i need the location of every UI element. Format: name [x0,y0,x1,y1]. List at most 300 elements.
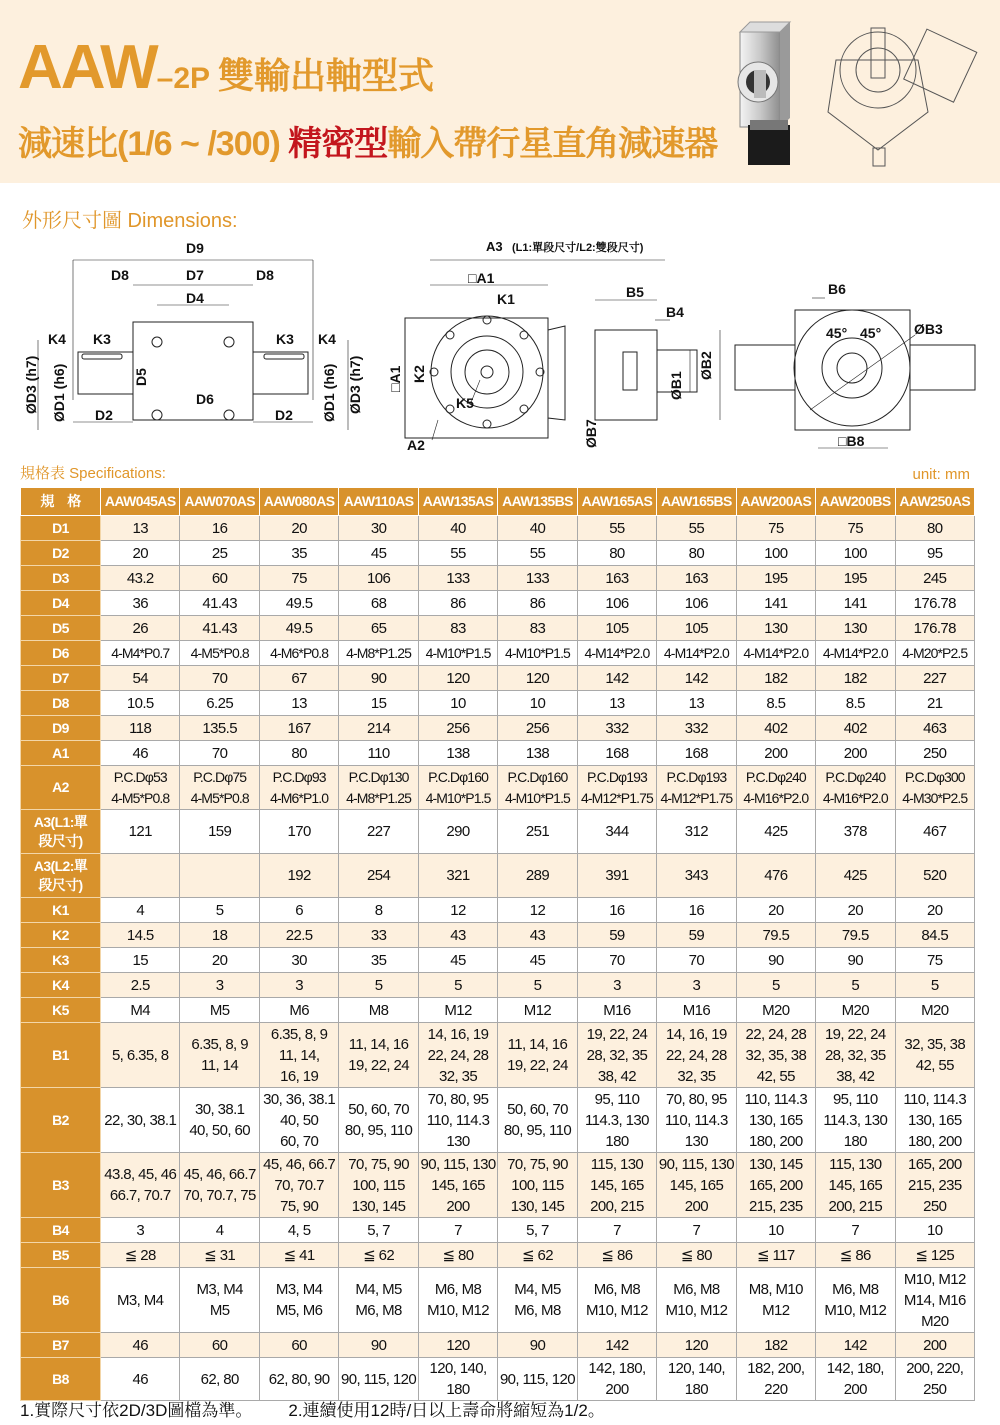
label-b4: B4 [666,304,684,320]
table-cell: 45 [418,948,497,973]
row-label: D6 [21,641,101,666]
table-cell: 256 [418,716,497,741]
table-cell: P.C.Dφ160 4-M10*P1.5 [418,766,497,810]
label-d6: D6 [196,391,214,407]
table-cell: 402 [816,716,895,741]
column-header: AAW045AS [101,488,180,516]
table-cell: 120 [418,666,497,691]
table-cell: ≦ 80 [418,1243,497,1268]
table-cell: 46 [101,1333,180,1358]
table-cell: 4-M14*P2.0 [657,641,736,666]
table-cell: 80 [657,541,736,566]
table-cell: 60 [180,1333,259,1358]
table-cell: 22, 30, 38.1 [101,1088,180,1153]
table-cell: 90, 115, 130 145, 165 200 [657,1153,736,1218]
table-cell: 95, 110 114.3, 130 180 [577,1088,656,1153]
table-cell: 138 [418,741,497,766]
table-cell: M6, M8 M10, M12 [816,1268,895,1333]
title-suffix: –2P [156,62,211,95]
table-cell: 391 [577,854,656,898]
column-header: AAW135AS [418,488,497,516]
table-cell: 86 [418,591,497,616]
table-cell: 290 [418,810,497,854]
table-row [21,898,975,923]
table-cell: 115, 130 145, 165 200, 215 [577,1153,656,1218]
table-cell: 115, 130 145, 165 200, 215 [816,1153,895,1218]
table-cell: 120 [498,666,577,691]
dimensions-heading: 外形尺寸圖 Dimensions: [22,210,238,232]
table-cell: 200 [736,741,815,766]
table-cell: M4, M5 M6, M8 [498,1268,577,1333]
table-cell: 133 [498,566,577,591]
table-cell: P.C.Dφ193 4-M12*P1.75 [577,766,656,810]
label-d8-left: D8 [111,267,129,283]
table-cell: 70, 75, 90 100, 115 130, 145 [498,1153,577,1218]
table-cell: 6 [259,898,338,923]
table-cell: 25 [180,541,259,566]
table-cell: 33 [339,923,418,948]
table-cell: 68 [339,591,418,616]
table-cell: 402 [736,716,815,741]
table-cell: 70, 75, 90 100, 115 130, 145 [339,1153,418,1218]
table-cell: M8 [339,998,418,1023]
table-cell: 10 [498,691,577,716]
title-type: 雙輸出軸型式 [218,55,435,96]
table-cell: 4-M4*P0.7 [101,641,180,666]
table-cell: 60 [259,1333,338,1358]
table-cell: 192 [259,854,338,898]
table-cell: M6 [259,998,338,1023]
table-row [21,616,975,641]
table-cell: 332 [657,716,736,741]
table-cell: 130, 145 165, 200 215, 235 [736,1153,815,1218]
table-cell: 75 [816,516,895,541]
table-cell: 182, 200, 220 [736,1358,815,1401]
table-cell: 55 [418,541,497,566]
table-cell: 227 [339,810,418,854]
table-cell: 20 [895,898,974,923]
table-cell: 165, 200 215, 235 250 [895,1153,974,1218]
table-cell: 59 [577,923,656,948]
label-b7: ØB7 [583,419,599,448]
table-cell [101,854,180,898]
table-cell: P.C.Dφ53 4-M5*P0.8 [101,766,180,810]
table-cell: 45, 46, 66.7 70, 70.7 75, 90 [259,1153,338,1218]
table-cell: 45 [339,541,418,566]
table-cell: 100 [816,541,895,566]
table-cell: 90 [816,948,895,973]
table-cell: 7 [816,1218,895,1243]
table-cell: 141 [816,591,895,616]
label-d2-left: D2 [95,407,113,423]
subtitle-rest: 輸入帶行星直角減速器 [387,125,718,163]
table-cell: 321 [418,854,497,898]
table-cell: 6.35, 8, 9 11, 14 [180,1023,259,1088]
table-cell: 20 [180,948,259,973]
table-cell: 343 [657,854,736,898]
subtitle-ratio: 減速比(1/6 ~ /300) [18,125,289,163]
column-header: AAW165AS [577,488,656,516]
table-cell: 80 [577,541,656,566]
table-cell: 7 [657,1218,736,1243]
table-cell: 7 [577,1218,656,1243]
table-cell: 110, 114.3 130, 165 180, 200 [895,1088,974,1153]
table-cell: 16 [657,898,736,923]
table-cell: 40 [498,516,577,541]
table-cell: P.C.Dφ240 4-M16*P2.0 [736,766,815,810]
table-cell: 344 [577,810,656,854]
table-cell: 83 [418,616,497,641]
table-cell: 30, 38.1 40, 50, 60 [180,1088,259,1153]
table-cell: 251 [498,810,577,854]
page-title [18,32,434,103]
table-cell: 118 [101,716,180,741]
table-cell: 90, 115, 120 [498,1358,577,1401]
table-cell: M5 [180,998,259,1023]
table-cell: 15 [339,691,418,716]
table-cell: 35 [259,541,338,566]
table-cell: 200 [816,741,895,766]
table-cell: 11, 14, 16 19, 22, 24 [339,1023,418,1088]
table-cell: ≦ 41 [259,1243,338,1268]
table-cell: 7 [418,1218,497,1243]
table-cell: 4-M14*P2.0 [736,641,815,666]
table-cell: 90 [339,666,418,691]
table-cell: 195 [736,566,815,591]
table-cell: 43.8, 45, 46 66.7, 70.7 [101,1153,180,1218]
table-cell: 142, 180, 200 [577,1358,656,1401]
table-cell: 105 [657,616,736,641]
row-label: B4 [21,1218,101,1243]
label-d1-left: ØD1 (h6) [51,363,67,422]
table-cell: 70, 80, 95 110, 114.3 130 [657,1088,736,1153]
table-cell: 80 [259,741,338,766]
row-label: D8 [21,691,101,716]
label-angle-right: 45° [860,325,882,341]
table-cell: 14, 16, 19 22, 24, 28 32, 35 [657,1023,736,1088]
table-cell: 32, 35, 38 42, 55 [895,1023,974,1088]
table-cell: ≦ 62 [498,1243,577,1268]
row-label: B7 [21,1333,101,1358]
column-header: AAW070AS [180,488,259,516]
table-cell: 50, 60, 70 80, 95, 110 [498,1088,577,1153]
table-cell: ≦ 125 [895,1243,974,1268]
row-label: B8 [21,1358,101,1401]
table-cell: M3, M4 M5, M6 [259,1268,338,1333]
table-cell: 476 [736,854,815,898]
table-cell: 22.5 [259,923,338,948]
table-cell: 105 [577,616,656,641]
table-cell: 425 [736,810,815,854]
header-corner: 規 格 [21,488,101,516]
table-cell: 245 [895,566,974,591]
row-label: K1 [21,898,101,923]
label-k4-left: K4 [48,331,66,347]
table-cell: 13 [577,691,656,716]
table-cell: 90, 115, 130 145, 165 200 [418,1153,497,1218]
table-cell: 6.35, 8, 9 11, 14, 16, 19 [259,1023,338,1088]
table-cell: 70 [180,666,259,691]
table-cell: 4-M10*P1.5 [418,641,497,666]
table-cell: P.C.Dφ75 4-M5*P0.8 [180,766,259,810]
table-row [21,1088,975,1153]
table-cell: 35 [339,948,418,973]
dimension-drawings [0,235,1000,460]
header-banner [0,0,1000,183]
row-label: B1 [21,1023,101,1088]
table-cell: 45, 46, 66.7 70, 70.7, 75 [180,1153,259,1218]
table-cell: 106 [657,591,736,616]
table-cell: ≦ 86 [816,1243,895,1268]
table-cell: 120 [418,1333,497,1358]
table-cell: 142 [577,666,656,691]
table-header-row [21,488,975,516]
table-cell: 80 [895,516,974,541]
table-row [21,766,975,810]
label-k5: K5 [456,395,474,411]
front-view-drawing [405,260,720,440]
table-cell: 40 [418,516,497,541]
table-cell: 5 [895,973,974,998]
table-cell: 6.25 [180,691,259,716]
label-a1-top: □A1 [468,270,495,286]
table-cell: 95 [895,541,974,566]
table-cell: 49.5 [259,616,338,641]
table-row [21,1333,975,1358]
table-cell: 75 [259,566,338,591]
row-label: B2 [21,1088,101,1153]
table-row [21,1243,975,1268]
table-cell: 10 [418,691,497,716]
table-cell: 142, 180, 200 [816,1358,895,1401]
table-cell: 4-M8*P1.25 [339,641,418,666]
label-d3-left: ØD3 (h7) [23,355,39,414]
table-cell: 5 [418,973,497,998]
table-cell: 176.78 [895,591,974,616]
table-cell: 43 [498,923,577,948]
table-cell: 90, 115, 120 [339,1358,418,1401]
table-cell: 55 [657,516,736,541]
table-cell: M10, M12 M14, M16 M20 [895,1268,974,1333]
table-cell: M6, M8 M10, M12 [577,1268,656,1333]
table-cell: 46 [101,741,180,766]
table-cell: 10.5 [101,691,180,716]
table-cell: 2.5 [101,973,180,998]
label-b5: B5 [626,284,644,300]
table-cell: 62, 80, 90 [259,1358,338,1401]
table-cell: 49.5 [259,591,338,616]
table-row [21,810,975,854]
table-cell: 135.5 [180,716,259,741]
table-cell: 70 [180,741,259,766]
table-cell: 43.2 [101,566,180,591]
table-cell: ≦ 80 [657,1243,736,1268]
table-cell: 65 [339,616,418,641]
table-cell: 79.5 [736,923,815,948]
row-label: D2 [21,541,101,566]
label-d2-right: D2 [275,407,293,423]
table-cell: 90 [339,1333,418,1358]
table-cell: 19, 22, 24 28, 32, 35 38, 42 [816,1023,895,1088]
column-header: AAW200BS [816,488,895,516]
table-cell: 22, 24, 28 32, 35, 38 42, 55 [736,1023,815,1088]
table-cell: 70, 80, 95 110, 114.3 130 [418,1088,497,1153]
table-cell: 18 [180,923,259,948]
table-cell: 227 [895,666,974,691]
table-cell: ≦ 28 [101,1243,180,1268]
label-d9: D9 [186,240,204,256]
table-cell: 20 [816,898,895,923]
side-view-drawing [38,260,348,430]
table-cell: 43 [418,923,497,948]
table-cell: 182 [736,666,815,691]
row-label: D3 [21,566,101,591]
table-cell: 312 [657,810,736,854]
table-cell: 250 [895,741,974,766]
row-label: B6 [21,1268,101,1333]
table-cell: 86 [498,591,577,616]
label-a1-side: □A1 [387,365,403,392]
table-cell: 5 [180,898,259,923]
table-row [21,1023,975,1088]
row-label: D9 [21,716,101,741]
table-cell: 5 [736,973,815,998]
label-d5: D5 [133,368,149,386]
table-cell: 121 [101,810,180,854]
table-cell: 110 [339,741,418,766]
row-label: D5 [21,616,101,641]
table-cell: 182 [736,1333,815,1358]
row-label: A3(L1:單 段尺寸) [21,810,101,854]
row-label: D7 [21,666,101,691]
table-cell: 130 [736,616,815,641]
table-cell: 520 [895,854,974,898]
table-cell: 4 [101,898,180,923]
table-cell: 21 [895,691,974,716]
table-cell: 84.5 [895,923,974,948]
title-model: AAW [18,33,157,102]
row-label: K3 [21,948,101,973]
table-cell: 4 [180,1218,259,1243]
table-cell: 16 [180,516,259,541]
table-row [21,666,975,691]
label-d1-right: ØD1 (h6) [321,363,337,422]
table-cell: 5, 7 [339,1218,418,1243]
column-header: AAW080AS [259,488,338,516]
table-cell: 133 [418,566,497,591]
label-k1: K1 [497,291,515,307]
table-cell: 10 [895,1218,974,1243]
table-cell: P.C.Dφ300 4-M30*P2.5 [895,766,974,810]
table-cell: 3 [577,973,656,998]
table-cell: 4-M6*P0.8 [259,641,338,666]
label-k3-left: K3 [93,331,111,347]
table-cell: 50, 60, 70 80, 95, 110 [339,1088,418,1153]
table-cell: M3, M4 [101,1268,180,1333]
table-cell: 30 [339,516,418,541]
table-cell: 110, 114.3 130, 165 180, 200 [736,1088,815,1153]
table-cell: 83 [498,616,577,641]
label-b1: ØB1 [668,371,684,400]
table-cell: 90 [736,948,815,973]
table-row [21,973,975,998]
table-cell: 5 [498,973,577,998]
table-cell: 10 [736,1218,815,1243]
table-cell: ≦ 86 [577,1243,656,1268]
table-cell [180,854,259,898]
table-cell: 463 [895,716,974,741]
table-cell: 14.5 [101,923,180,948]
row-label: A1 [21,741,101,766]
footnotes [20,1396,605,1421]
table-row [21,923,975,948]
table-cell: 467 [895,810,974,854]
table-cell: 142 [657,666,736,691]
table-cell: M12 [418,998,497,1023]
table-cell: 70 [577,948,656,973]
table-cell: 8.5 [736,691,815,716]
row-label: D4 [21,591,101,616]
row-label: A2 [21,766,101,810]
column-header: AAW250AS [895,488,974,516]
table-cell: 106 [577,591,656,616]
table-row [21,948,975,973]
table-cell: 60 [180,566,259,591]
table-cell: 13 [657,691,736,716]
table-cell: 4, 5 [259,1218,338,1243]
table-cell: 70 [657,948,736,973]
table-cell: 332 [577,716,656,741]
table-cell: 36 [101,591,180,616]
table-cell: 142 [577,1333,656,1358]
table-cell: 90 [498,1333,577,1358]
table-cell: 30 [259,948,338,973]
table-cell: 425 [816,854,895,898]
row-label: K4 [21,973,101,998]
table-row [21,1358,975,1401]
column-header: AAW110AS [339,488,418,516]
row-label: D1 [21,516,101,541]
table-cell: 75 [895,948,974,973]
table-cell: ≦ 62 [339,1243,418,1268]
table-cell: 214 [339,716,418,741]
label-k3-right: K3 [276,331,294,347]
product-image [728,20,993,170]
table-cell: 106 [339,566,418,591]
table-row [21,641,975,666]
row-label: B5 [21,1243,101,1268]
table-row [21,1218,975,1243]
table-cell: 54 [101,666,180,691]
table-cell: 168 [577,741,656,766]
table-cell: 8.5 [816,691,895,716]
table-cell: P.C.Dφ130 4-M8*P1.25 [339,766,418,810]
specifications-table [20,487,975,1401]
table-cell: 30, 36, 38.1 40, 50 60, 70 [259,1088,338,1153]
table-cell: M3, M4 M5 [180,1268,259,1333]
table-cell: 176.78 [895,616,974,641]
table-cell: 5, 6.35, 8 [101,1023,180,1088]
table-cell: 200 [895,1333,974,1358]
table-row [21,541,975,566]
table-cell: 5 [816,973,895,998]
table-row [21,1153,975,1218]
footnote-2: 2.連續使用12時/日以上壽命將縮短為1/2。 [288,1401,605,1420]
table-cell: M6, M8 M10, M12 [418,1268,497,1333]
table-cell: 163 [577,566,656,591]
label-d7: D7 [186,267,204,283]
table-row [21,854,975,898]
